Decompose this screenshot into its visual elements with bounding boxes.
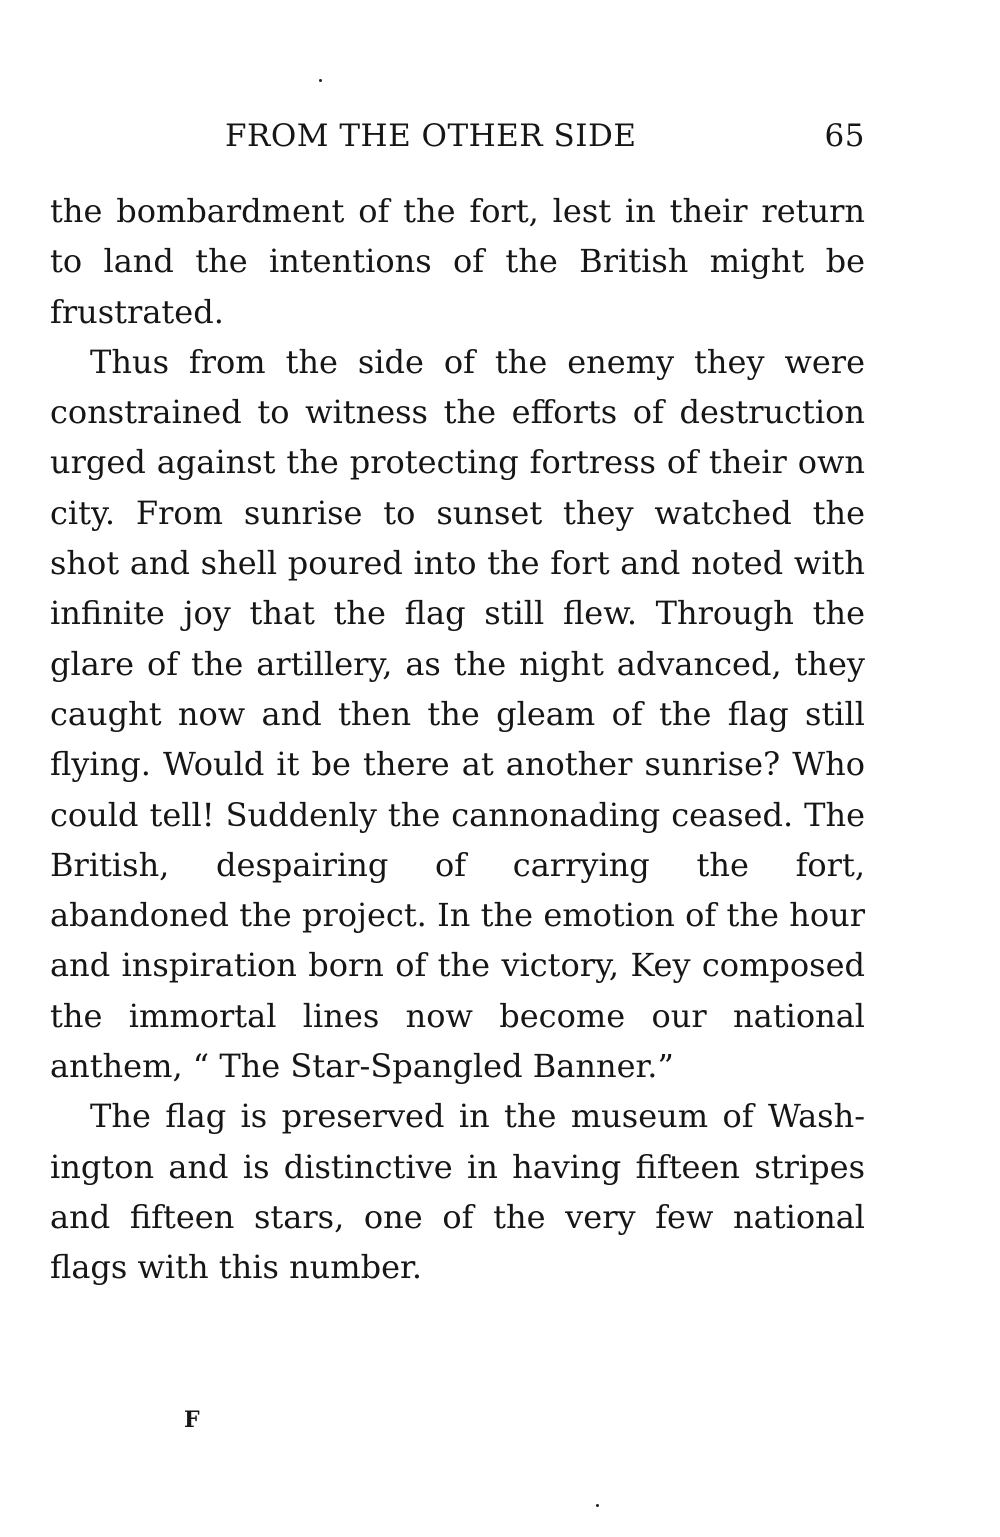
scan-speck (319, 79, 322, 82)
running-head (50, 114, 865, 158)
body-text (50, 186, 865, 1293)
scan-speck (596, 1504, 599, 1507)
signature-mark: F (184, 1407, 200, 1433)
paragraph-2: Thus from the side of the enemy they were constrained to witness the efforts of destruction urged against the protecting fortress of their own city. From sunrise to sunset they watched the shot and shell poured into the fort and noted with infinite joy that the flag still flew. Through the glare of the artillery, as the night advanced, they caught now and then the gleam of the flag still flying. Would it be there at another sunrise? Who could tell! Suddenly the cannonading ceased. The British, despairing of carrying the fort, abandoned the project. In the emotion of the hour and inspiration born of the victory, Key composed the immortal lines now become our national anthem, “ The Star-Spangled Banner.” (50, 342, 865, 1086)
running-title: FROM THE OTHER SIDE (225, 118, 637, 154)
paragraph-1: the bombardment of the fort, lest in their return to land the intentions of the British might be frustrated. (50, 192, 865, 331)
paragraph-3: The flag is preserved in the museum of Washington and is distinctive in having fifteen stripes and fifteen stars, one of the very few national flags with this number. (50, 1097, 865, 1287)
page-number: 65 (824, 118, 865, 154)
